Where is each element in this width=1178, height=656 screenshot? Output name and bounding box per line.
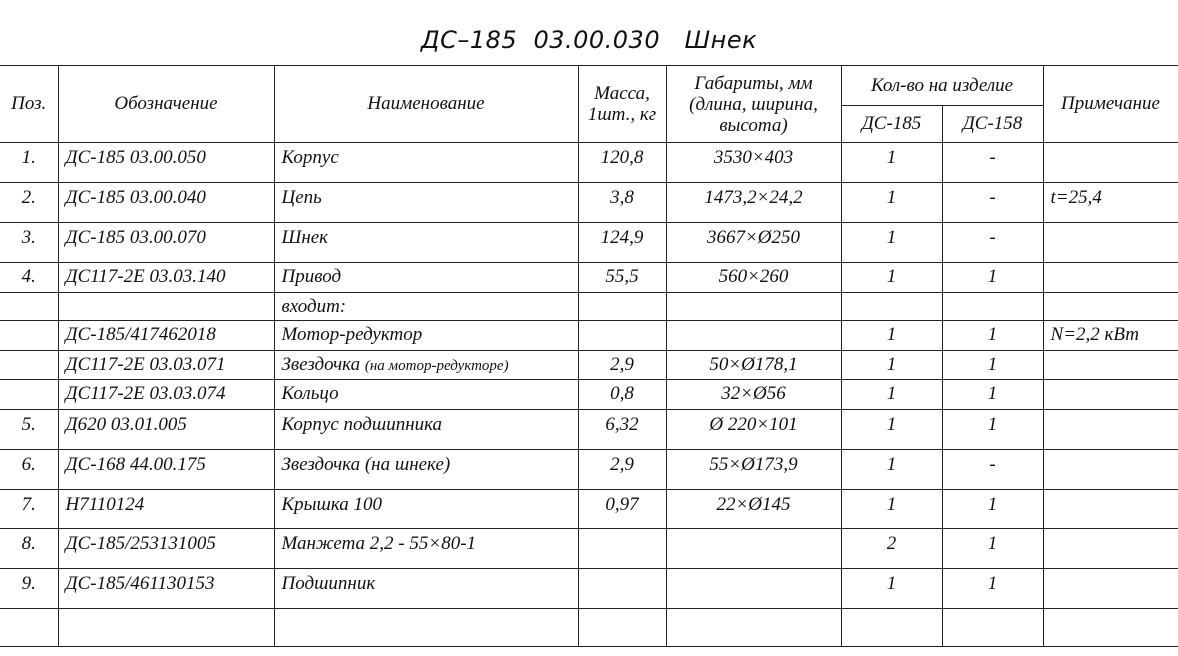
cell-designation-text: ДС117-2Е 03.03.074 bbox=[65, 383, 226, 404]
cell-designation-text: ДС-185/461130153 bbox=[65, 573, 215, 594]
cell-dims-text: 560×260 bbox=[718, 266, 789, 287]
cell-dims bbox=[666, 380, 841, 410]
cell-designation bbox=[58, 143, 274, 183]
cell-dims bbox=[666, 293, 841, 321]
cell-name bbox=[274, 183, 578, 223]
cell-designation-text: Н7110124 bbox=[65, 494, 145, 515]
cell-pos-text: 8. bbox=[21, 533, 36, 554]
cell-mass-text: 0,8 bbox=[610, 383, 634, 404]
cell-pos bbox=[0, 450, 58, 490]
cell-pos-text: 7. bbox=[21, 494, 36, 515]
cell-name bbox=[274, 380, 578, 410]
cell-note bbox=[1043, 223, 1178, 263]
cell-designation-text: ДС117-2Е 03.03.140 bbox=[65, 266, 226, 287]
document-title: ДС–185 03.00.030 Шнек bbox=[420, 26, 758, 54]
cell-qty-ds158-text: - bbox=[989, 147, 996, 168]
header-designation: Обозначение bbox=[58, 66, 274, 143]
cell-designation-text: ДС-185 03.00.070 bbox=[65, 227, 206, 248]
cell-pos-text: 3. bbox=[21, 227, 36, 248]
cell-note bbox=[1043, 609, 1178, 647]
cell-designation-text: ДС117-2Е 03.03.071 bbox=[65, 354, 226, 375]
table-row bbox=[0, 380, 1178, 410]
table-row bbox=[0, 183, 1178, 223]
cell-qty-ds185-text: 1 bbox=[886, 187, 897, 208]
cell-qty-ds185-text: 1 bbox=[886, 266, 897, 287]
cell-name-text: Мотор-редуктор bbox=[281, 324, 423, 345]
cell-pos bbox=[0, 321, 58, 351]
cell-name-text: Цепь bbox=[281, 187, 322, 208]
cell-qty-ds185 bbox=[841, 321, 942, 351]
cell-qty-ds158-text: 1 bbox=[987, 354, 998, 375]
cell-qty-ds158 bbox=[942, 223, 1043, 263]
table-row bbox=[0, 321, 1178, 351]
cell-qty-ds185 bbox=[841, 223, 942, 263]
cell-pos-text: 5. bbox=[21, 414, 36, 435]
cell-note bbox=[1043, 410, 1178, 450]
cell-qty-ds185 bbox=[841, 529, 942, 569]
cell-dims bbox=[666, 609, 841, 647]
cell-qty-ds185 bbox=[841, 293, 942, 321]
cell-qty-ds185 bbox=[841, 490, 942, 529]
cell-mass bbox=[578, 609, 666, 647]
cell-designation bbox=[58, 223, 274, 263]
cell-pos-text: 6. bbox=[21, 454, 36, 475]
cell-pos bbox=[0, 609, 58, 647]
cell-qty-ds158 bbox=[942, 293, 1043, 321]
cell-designation bbox=[58, 293, 274, 321]
cell-qty-ds185-text: 1 bbox=[886, 573, 897, 594]
cell-name-text: Корпус подшипника bbox=[281, 414, 443, 435]
header-qty: Кол-во на изделие bbox=[841, 66, 1043, 106]
table-row bbox=[0, 490, 1178, 529]
cell-mass-text: 120,8 bbox=[600, 147, 644, 168]
cell-mass-text: 2,9 bbox=[610, 454, 634, 475]
cell-name bbox=[274, 143, 578, 183]
cell-qty-ds185 bbox=[841, 410, 942, 450]
cell-qty-ds158-text: - bbox=[989, 187, 996, 208]
header-qty-ds185: ДС-185 bbox=[841, 106, 942, 143]
cell-name bbox=[274, 569, 578, 609]
cell-note bbox=[1043, 380, 1178, 410]
cell-designation-text: ДС-185/417462018 bbox=[65, 324, 216, 345]
cell-name bbox=[274, 609, 578, 647]
cell-dims bbox=[666, 529, 841, 569]
cell-pos bbox=[0, 490, 58, 529]
cell-qty-ds158-text: 1 bbox=[987, 573, 998, 594]
cell-mass-text: 55,5 bbox=[605, 266, 639, 287]
cell-mass-text: 6,32 bbox=[605, 414, 639, 435]
cell-mass bbox=[578, 380, 666, 410]
cell-qty-ds185 bbox=[841, 450, 942, 490]
cell-mass bbox=[578, 490, 666, 529]
cell-qty-ds158 bbox=[942, 569, 1043, 609]
cell-pos bbox=[0, 351, 58, 380]
cell-designation bbox=[58, 490, 274, 529]
cell-mass-text: 2,9 bbox=[610, 354, 634, 375]
cell-dims-text: 50×Ø178,1 bbox=[709, 354, 798, 375]
cell-qty-ds158 bbox=[942, 351, 1043, 380]
cell-note bbox=[1043, 263, 1178, 293]
cell-designation-text: ДС-168 44.00.175 bbox=[65, 454, 206, 475]
cell-name bbox=[274, 351, 578, 380]
cell-note bbox=[1043, 490, 1178, 529]
cell-mass bbox=[578, 450, 666, 490]
cell-pos bbox=[0, 410, 58, 450]
cell-pos-text: 1. bbox=[21, 147, 36, 168]
cell-pos bbox=[0, 263, 58, 293]
cell-qty-ds158 bbox=[942, 609, 1043, 647]
cell-qty-ds158 bbox=[942, 450, 1043, 490]
cell-note bbox=[1043, 293, 1178, 321]
cell-qty-ds158 bbox=[942, 263, 1043, 293]
cell-dims bbox=[666, 143, 841, 183]
cell-name bbox=[274, 321, 578, 351]
cell-name bbox=[274, 293, 578, 321]
cell-qty-ds158-text: 1 bbox=[987, 383, 998, 404]
cell-name-note: (на мотор-редукторе) bbox=[364, 358, 509, 374]
cell-qty-ds185 bbox=[841, 143, 942, 183]
cell-mass bbox=[578, 529, 666, 569]
cell-qty-ds185-text: 1 bbox=[886, 414, 897, 435]
cell-designation bbox=[58, 321, 274, 351]
cell-designation bbox=[58, 183, 274, 223]
cell-name bbox=[274, 529, 578, 569]
cell-qty-ds158-text: - bbox=[989, 227, 996, 248]
cell-name-text: Крышка 100 bbox=[281, 494, 382, 515]
cell-mass-text: 124,9 bbox=[600, 227, 644, 248]
cell-dims bbox=[666, 410, 841, 450]
cell-qty-ds158 bbox=[942, 490, 1043, 529]
cell-name bbox=[274, 223, 578, 263]
cell-note bbox=[1043, 143, 1178, 183]
cell-name-text: Манжета 2,2 - 55×80-1 bbox=[281, 533, 477, 554]
cell-note bbox=[1043, 569, 1178, 609]
cell-designation bbox=[58, 450, 274, 490]
cell-pos bbox=[0, 380, 58, 410]
cell-mass bbox=[578, 569, 666, 609]
cell-qty-ds158 bbox=[942, 183, 1043, 223]
cell-dims-text: 22×Ø145 bbox=[716, 494, 791, 515]
parts-table bbox=[0, 65, 1178, 647]
cell-note bbox=[1043, 321, 1178, 351]
table-row bbox=[0, 609, 1178, 647]
cell-qty-ds158-text: 1 bbox=[987, 414, 998, 435]
table-row bbox=[0, 569, 1178, 609]
cell-designation-text: Д620 03.01.005 bbox=[65, 414, 187, 435]
cell-designation-text: ДС-185/253131005 bbox=[65, 533, 216, 554]
cell-qty-ds185-text: 1 bbox=[886, 383, 897, 404]
cell-note bbox=[1043, 183, 1178, 223]
cell-qty-ds158-text: 1 bbox=[987, 494, 998, 515]
cell-qty-ds158-text: - bbox=[989, 454, 996, 475]
cell-mass bbox=[578, 263, 666, 293]
cell-qty-ds185 bbox=[841, 351, 942, 380]
cell-note-text: t=25,4 bbox=[1050, 187, 1102, 208]
cell-name-text: Звездочка (на шнеке) bbox=[281, 454, 451, 475]
table-row bbox=[0, 529, 1178, 569]
cell-note-text: N=2,2 кВт bbox=[1050, 324, 1139, 345]
cell-designation bbox=[58, 609, 274, 647]
cell-dims bbox=[666, 223, 841, 263]
cell-qty-ds185-text: 1 bbox=[886, 324, 897, 345]
cell-qty-ds158 bbox=[942, 321, 1043, 351]
cell-designation bbox=[58, 529, 274, 569]
cell-qty-ds185-text: 1 bbox=[886, 227, 897, 248]
table-row bbox=[0, 143, 1178, 183]
cell-designation bbox=[58, 380, 274, 410]
header-note: Примечание bbox=[1043, 66, 1178, 143]
cell-note bbox=[1043, 351, 1178, 380]
cell-pos-text: 9. bbox=[21, 573, 36, 594]
cell-name-text: Привод bbox=[281, 266, 342, 287]
cell-name bbox=[274, 490, 578, 529]
cell-qty-ds158-text: 1 bbox=[987, 324, 998, 345]
cell-name bbox=[274, 450, 578, 490]
cell-dims bbox=[666, 569, 841, 609]
cell-note bbox=[1043, 450, 1178, 490]
cell-mass bbox=[578, 293, 666, 321]
cell-designation bbox=[58, 351, 274, 380]
cell-qty-ds185-text: 1 bbox=[886, 454, 897, 475]
cell-mass bbox=[578, 223, 666, 263]
cell-qty-ds185 bbox=[841, 609, 942, 647]
cell-name bbox=[274, 263, 578, 293]
cell-qty-ds185-text: 1 bbox=[886, 147, 897, 168]
cell-mass-text: 3,8 bbox=[610, 187, 634, 208]
table-row bbox=[0, 410, 1178, 450]
cell-qty-ds185 bbox=[841, 569, 942, 609]
cell-dims bbox=[666, 263, 841, 293]
cell-mass bbox=[578, 321, 666, 351]
cell-pos bbox=[0, 223, 58, 263]
cell-mass bbox=[578, 351, 666, 380]
cell-designation bbox=[58, 410, 274, 450]
cell-mass bbox=[578, 410, 666, 450]
table-row bbox=[0, 223, 1178, 263]
header-pos: Поз. bbox=[0, 66, 58, 143]
cell-pos bbox=[0, 529, 58, 569]
table-row bbox=[0, 263, 1178, 293]
cell-dims bbox=[666, 450, 841, 490]
cell-qty-ds158-text: 1 bbox=[987, 533, 998, 554]
cell-designation bbox=[58, 263, 274, 293]
cell-name-text: Кольцо bbox=[281, 383, 339, 404]
cell-name-text: входит: bbox=[281, 296, 347, 317]
cell-name-text: Подшипник bbox=[281, 573, 376, 594]
cell-qty-ds158 bbox=[942, 529, 1043, 569]
cell-dims-text: Ø 220×101 bbox=[709, 414, 798, 435]
header-qty-ds158: ДС-158 bbox=[942, 106, 1043, 143]
cell-dims-text: 3667×Ø250 bbox=[706, 227, 801, 248]
cell-pos-text: 2. bbox=[21, 187, 36, 208]
cell-mass bbox=[578, 143, 666, 183]
cell-qty-ds185 bbox=[841, 263, 942, 293]
cell-dims bbox=[666, 351, 841, 380]
header-name: Наименование bbox=[274, 66, 578, 143]
cell-qty-ds158 bbox=[942, 380, 1043, 410]
cell-dims-text: 3530×403 bbox=[713, 147, 794, 168]
cell-designation-text: ДС-185 03.00.040 bbox=[65, 187, 206, 208]
cell-mass-text: 0,97 bbox=[605, 494, 639, 515]
cell-pos bbox=[0, 569, 58, 609]
cell-pos bbox=[0, 183, 58, 223]
cell-designation bbox=[58, 569, 274, 609]
header-dims: Габариты, мм (длина, ширина, высота) bbox=[666, 66, 841, 143]
table-row bbox=[0, 351, 1178, 380]
cell-qty-ds158 bbox=[942, 410, 1043, 450]
cell-qty-ds185-text: 2 bbox=[886, 533, 897, 554]
cell-name-text: Шнек bbox=[281, 227, 329, 248]
cell-dims bbox=[666, 490, 841, 529]
table-row bbox=[0, 293, 1178, 321]
cell-name bbox=[274, 410, 578, 450]
cell-qty-ds158 bbox=[942, 143, 1043, 183]
cell-name-text: Корпус bbox=[281, 147, 339, 168]
cell-qty-ds185-text: 1 bbox=[886, 494, 897, 515]
cell-qty-ds185 bbox=[841, 183, 942, 223]
cell-pos-text: 4. bbox=[21, 266, 36, 287]
header-mass: Масса, 1шт., кг bbox=[578, 66, 666, 143]
cell-pos bbox=[0, 293, 58, 321]
cell-dims-text: 55×Ø173,9 bbox=[709, 454, 798, 475]
cell-name-text: Звездочка bbox=[281, 354, 361, 375]
cell-dims bbox=[666, 321, 841, 351]
cell-pos bbox=[0, 143, 58, 183]
cell-mass bbox=[578, 183, 666, 223]
cell-dims-text: 1473,2×24,2 bbox=[704, 187, 803, 208]
cell-qty-ds185 bbox=[841, 380, 942, 410]
cell-note bbox=[1043, 529, 1178, 569]
cell-qty-ds158-text: 1 bbox=[987, 266, 998, 287]
cell-qty-ds185-text: 1 bbox=[886, 354, 897, 375]
cell-dims bbox=[666, 183, 841, 223]
cell-dims-text: 32×Ø56 bbox=[721, 383, 786, 404]
cell-designation-text: ДС-185 03.00.050 bbox=[65, 147, 206, 168]
table-row bbox=[0, 450, 1178, 490]
